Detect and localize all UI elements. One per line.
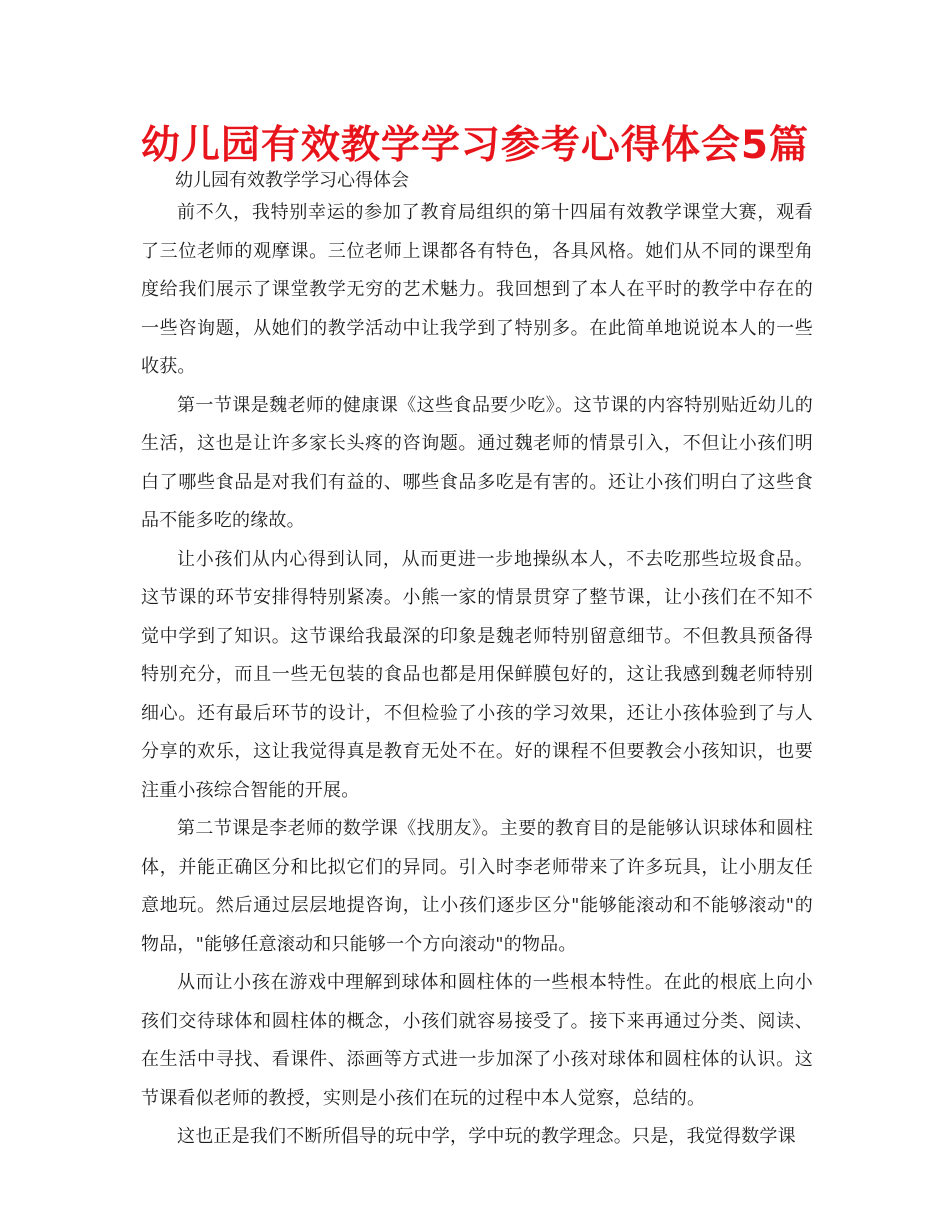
paragraph-5: 从而让小孩在游戏中理解到球体和圆柱体的一些根本特性。在此的根底上向小孩们交待球体和圆柱体的概念，小孩们就容易接受了。接下来再通过分类、阅读、在生活中寻找、看课件、添画等方式进一步加深了小孩对球体和圆柱体的认识。这节课看似老师的教授，实则是小孩们在玩的过程中本人觉察，总结的。	[141, 972, 813, 1109]
paragraph-2: 第一节课是魏老师的健康课《这些食品要少吃》。这节课的内容特别贴近幼儿的生活，这也是让许多家长头疼的咨询题。通过魏老师的情景引入，不但让小孩们明白了哪些食品是对我们有益的、哪些食品多吃是有害的。还让小孩们明白了这些食品不能多吃的缘故。	[141, 394, 813, 531]
document-subtitle: 幼儿园有效教学学习心得体会	[175, 170, 409, 191]
paragraph-6: 这也正是我们不断所倡导的玩中学，学中玩的教学理念。只是，我觉得数学课	[177, 1126, 796, 1147]
paragraph-1: 前不久，我特别幸运的参加了教育局组织的第十四届有效教学课堂大赛，观看了三位老师的观摩课。三位老师上课都各有特色，各具风格。她们从不同的课型角度给我们展示了课堂教学无穷的艺术魅力。我回想到了本人在平时的教学中存在的一些咨询题，从她们的教学活动中让我学到了特别多。在此简单地说说本人的一些收获。	[141, 202, 813, 377]
paragraph-3: 让小孩们从内心得到认同，从而更进一步地操纵本人，不去吃那些垃圾食品。这节课的环节安排得特别紧凑。小熊一家的情景贯穿了整节课，让小孩们在不知不觉中学到了知识。这节课给我最深的印象是魏老师特别留意细节。不但教具预备得特别充分，而且一些无包装的食品也都是用保鲜膜包好的，这让我感到魏老师特别细心。还有最后环节的设计，不但检验了小孩的学习效果，还让小孩体验到了与人分享的欢乐，这让我觉得真是教育无处不在。好的课程不但要教会小孩知识，也要注重小孩综合智能的开展。	[141, 548, 813, 801]
paragraph-4: 第二节课是李老师的数学课《找朋友》。主要的教育目的是能够认识球体和圆柱体，并能正确区分和比拟它们的异同。引入时李老师带来了许多玩具，让小朋友任意地玩。然后通过层层地提咨询，让小孩们逐步区分"能够能滚动和不能够滚动"的物品，"能够任意滚动和只能够一个方向滚动"的物品。	[141, 818, 813, 955]
document-body	[141, 194, 813, 1157]
document-title: 幼儿园有效教学学习参考心得体会5篇	[140, 123, 810, 168]
